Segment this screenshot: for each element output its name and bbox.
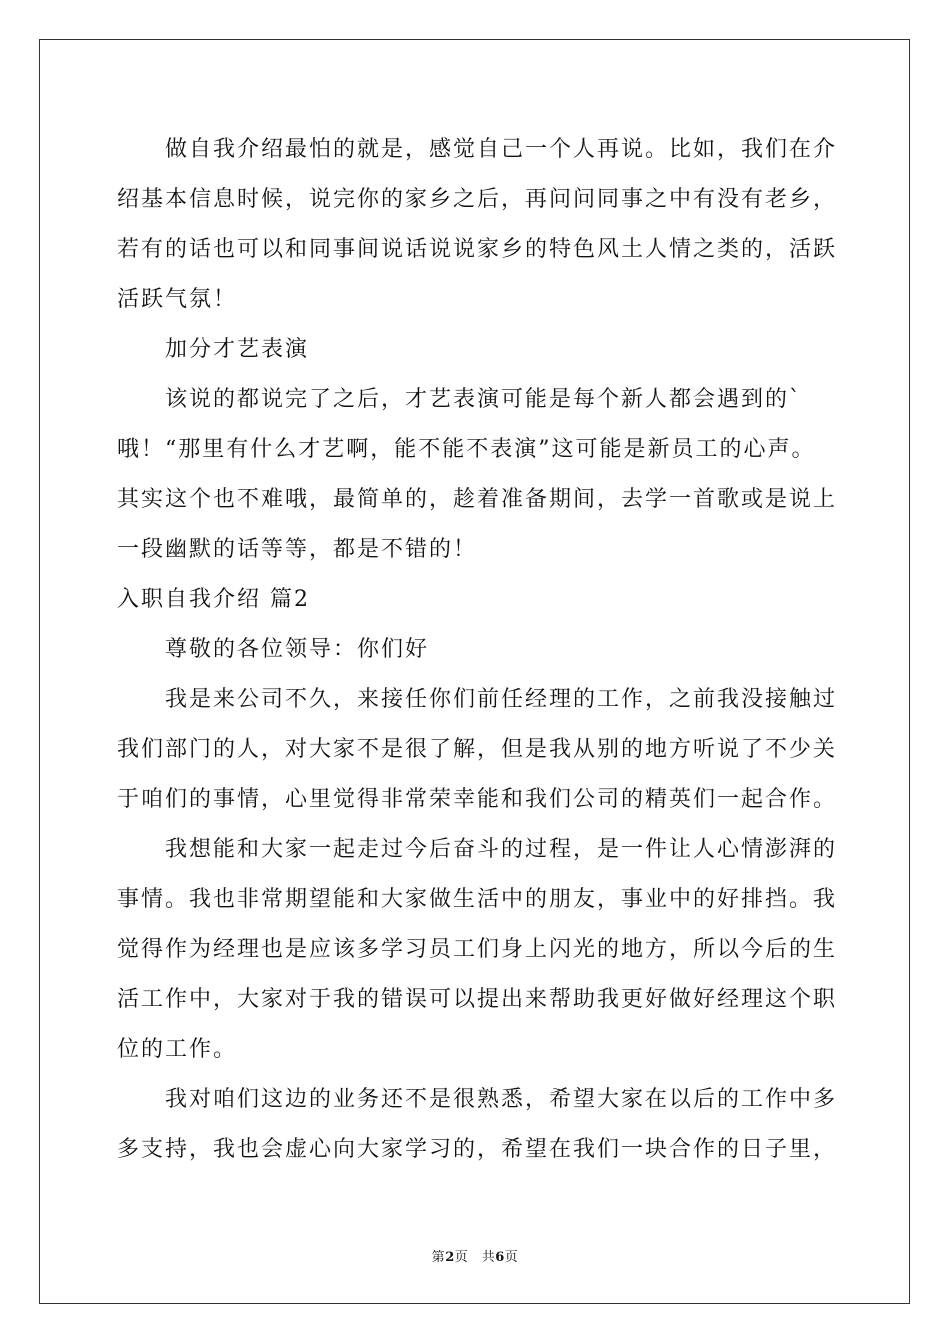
footer-page-mid: 页 共 — [454, 1250, 496, 1265]
paragraph: 做自我介绍最怕的就是，感觉自己一个人再说。比如，我们在介绍基本信息时候，说完你的家乡之后，再问问同事之中有没有老乡，若有的话也可以和同事间说话说说家乡的特色风土人情之类的，活跃活跃气氛！ — [117, 137, 838, 312]
paragraph: 我对咱们这边的业务还不是很熟悉，希望大家在以后的工作中多多支持，我也会虚心向大家学习的，希望在我们一块合作的日子里， — [117, 1087, 838, 1162]
footer-page-total: 6 — [495, 1250, 505, 1265]
subheading-talent-show: 加分才艺表演 — [165, 337, 310, 362]
salutation: 尊敬的各位领导：你们好 — [165, 637, 430, 662]
document-body — [117, 125, 837, 1175]
paragraph: 该说的都说完了之后，才艺表演可能是每个新人都会遇到的`哦！“那里有什么才艺啊，能不能不表演”这可能是新员工的心声。其实这个也不难哦，最简单的，趁着准备期间，去学一首歌或是说上一段幽默的话等等，都是不错的！ — [117, 387, 838, 562]
page-footer — [0, 1246, 950, 1265]
footer-page-current: 2 — [445, 1250, 455, 1265]
paragraph: 我想能和大家一起走过今后奋斗的过程，是一件让人心情澎湃的事情。我也非常期望能和大家做生活中的朋友，事业中的好排挡。我觉得作为经理也是应该多学习员工们身上闪光的地方，所以今后的生活工作中，大家对于我的错误可以提出来帮助我更好做好经理这个职位的工作。 — [117, 837, 838, 1062]
footer-page-prefix: 第 — [431, 1250, 446, 1265]
paragraph: 我是来公司不久，来接任你们前任经理的工作，之前我没接触过我们部门的人，对大家不是很了解，但是我从别的地方听说了不少关于咱们的事情，心里觉得非常荣幸能和我们公司的精英们一起合作。 — [117, 687, 838, 812]
section-heading: 入职自我介绍 篇2 — [117, 587, 310, 612]
footer-page-suffix: 页 — [504, 1250, 519, 1265]
